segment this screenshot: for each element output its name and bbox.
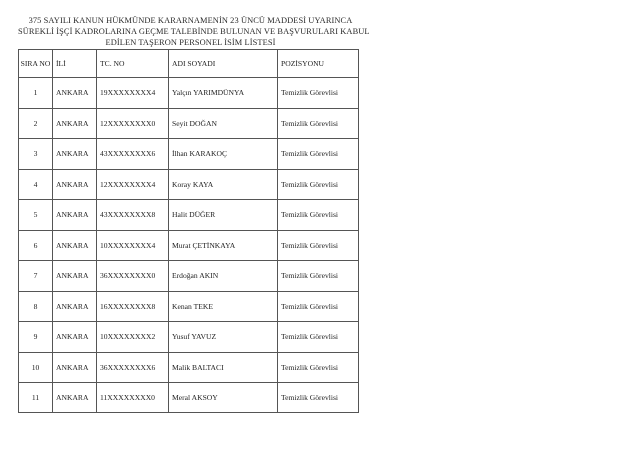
column-header-tc-no: TC. NO <box>97 50 169 78</box>
table-row <box>19 78 359 109</box>
cell-sira-no: 3 <box>19 139 53 170</box>
personnel-table <box>18 49 359 413</box>
cell-pozisyonu: Temizlik Görevlisi <box>278 261 359 292</box>
cell-pozisyonu: Temizlik Görevlisi <box>278 383 359 413</box>
table-row <box>19 200 359 231</box>
cell-pozisyonu: Temizlik Görevlisi <box>278 291 359 322</box>
cell-sira-no: 9 <box>19 322 53 353</box>
cell-adi-soyadi: Seyit DOĞAN <box>169 108 278 139</box>
title-line-1: 375 SAYILI KANUN HÜKMÜNDE KARARNAMENİN 23 ÜNCÜ MADDESİ UYARINCA <box>28 16 353 25</box>
title-line-3: EDİLEN TAŞERON PERSONEL İSİM LİSTESİ <box>105 38 276 47</box>
cell-il: ANKARA <box>53 108 97 139</box>
cell-adi-soyadi: Yusuf YAVUZ <box>169 322 278 353</box>
title-line-2: SÜREKLİ İŞÇİ KADROLARINA GEÇME TALEBİNDE BULUNAN VE BAŞVURULARI KABUL <box>18 27 370 36</box>
cell-tc-no: 10XXXXXXXX2 <box>97 322 169 353</box>
cell-il: ANKARA <box>53 352 97 383</box>
cell-pozisyonu: Temizlik Görevlisi <box>278 78 359 109</box>
cell-sira-no: 11 <box>19 383 53 413</box>
cell-sira-no: 8 <box>19 291 53 322</box>
cell-pozisyonu: Temizlik Görevlisi <box>278 200 359 231</box>
cell-tc-no: 16XXXXXXXX8 <box>97 291 169 322</box>
cell-il: ANKARA <box>53 169 97 200</box>
table-row <box>19 322 359 353</box>
cell-tc-no: 43XXXXXXXX6 <box>97 139 169 170</box>
cell-pozisyonu: Temizlik Görevlisi <box>278 108 359 139</box>
column-header-il: İLİ <box>53 50 97 78</box>
cell-adi-soyadi: Erdoğan AKIN <box>169 261 278 292</box>
table-body <box>19 78 359 413</box>
cell-il: ANKARA <box>53 261 97 292</box>
cell-adi-soyadi: Kenan TEKE <box>169 291 278 322</box>
cell-adi-soyadi: Koray KAYA <box>169 169 278 200</box>
cell-sira-no: 7 <box>19 261 53 292</box>
cell-tc-no: 12XXXXXXXX0 <box>97 108 169 139</box>
cell-il: ANKARA <box>53 139 97 170</box>
cell-pozisyonu: Temizlik Görevlisi <box>278 352 359 383</box>
cell-adi-soyadi: Yalçın YARIMDÜNYA <box>169 78 278 109</box>
cell-sira-no: 5 <box>19 200 53 231</box>
cell-tc-no: 12XXXXXXXX4 <box>97 169 169 200</box>
cell-adi-soyadi: Malik BALTACI <box>169 352 278 383</box>
cell-tc-no: 36XXXXXXXX6 <box>97 352 169 383</box>
cell-pozisyonu: Temizlik Görevlisi <box>278 322 359 353</box>
table-row <box>19 169 359 200</box>
cell-tc-no: 10XXXXXXXX4 <box>97 230 169 261</box>
cell-sira-no: 4 <box>19 169 53 200</box>
cell-tc-no: 19XXXXXXXX4 <box>97 78 169 109</box>
table-row <box>19 261 359 292</box>
cell-sira-no: 1 <box>19 78 53 109</box>
table-row <box>19 108 359 139</box>
cell-sira-no: 10 <box>19 352 53 383</box>
cell-il: ANKARA <box>53 78 97 109</box>
cell-il: ANKARA <box>53 230 97 261</box>
column-header-pozisyonu: POZİSYONU <box>278 50 359 78</box>
cell-adi-soyadi: Halit DÜĞER <box>169 200 278 231</box>
cell-pozisyonu: Temizlik Görevlisi <box>278 139 359 170</box>
cell-adi-soyadi: Meral AKSOY <box>169 383 278 413</box>
cell-adi-soyadi: İlhan KARAKOÇ <box>169 139 278 170</box>
column-header-sira-no: SIRA NO <box>19 50 53 78</box>
table-row <box>19 139 359 170</box>
table-row <box>19 230 359 261</box>
header-row <box>19 50 359 78</box>
cell-tc-no: 11XXXXXXXX0 <box>97 383 169 413</box>
document-title <box>18 15 370 48</box>
table-header <box>19 50 359 78</box>
table-row <box>19 291 359 322</box>
cell-il: ANKARA <box>53 291 97 322</box>
cell-tc-no: 36XXXXXXXX0 <box>97 261 169 292</box>
cell-sira-no: 6 <box>19 230 53 261</box>
cell-il: ANKARA <box>53 322 97 353</box>
cell-tc-no: 43XXXXXXXX8 <box>97 200 169 231</box>
cell-il: ANKARA <box>53 200 97 231</box>
cell-sira-no: 2 <box>19 108 53 139</box>
cell-pozisyonu: Temizlik Görevlisi <box>278 169 359 200</box>
column-header-adi-soyadi: ADI SOYADI <box>169 50 278 78</box>
table-row <box>19 352 359 383</box>
table-row <box>19 383 359 413</box>
cell-il: ANKARA <box>53 383 97 413</box>
cell-pozisyonu: Temizlik Görevlisi <box>278 230 359 261</box>
cell-adi-soyadi: Murat ÇETİNKAYA <box>169 230 278 261</box>
